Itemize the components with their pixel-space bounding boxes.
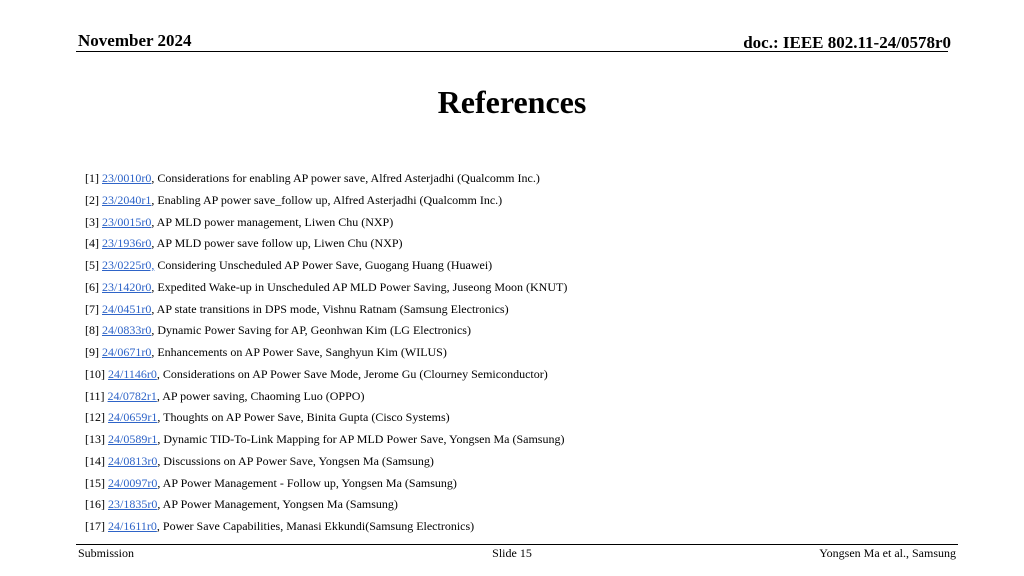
reference-number: [15] [85,475,105,490]
slide-title: References [437,84,587,120]
reference-text: , Expedited Wake-up in Unscheduled AP MLD Power Saving, Juseong Moon (KNUT) [151,279,568,294]
reference-link[interactable]: 23/1835r0 [108,497,158,512]
reference-text: , AP power saving, Chaoming Luo (OPPO) [156,388,365,403]
reference-number: [1] [85,171,99,185]
reference-item-10 [85,366,567,388]
reference-number: [17] [85,519,105,533]
reference-number: [14] [85,453,105,468]
reference-item-5 [85,257,567,279]
reference-item-15 [85,475,567,497]
footer-slide-number: Slide 15 [492,546,532,560]
reference-link[interactable]: 24/1611r0 [108,519,157,533]
reference-text: , Enhancements on AP Power Save, Sanghyun Kim (WILUS) [151,345,447,359]
reference-link[interactable]: 24/0097r0 [108,475,158,490]
reference-link[interactable]: 24/0833r0 [102,323,152,338]
reference-link[interactable]: 24/0782r1 [107,388,157,403]
footer-divider [76,544,958,545]
reference-link[interactable]: 24/0589r1 [108,432,158,446]
footer-submission: Submission [78,546,135,560]
reference-text: , AP Power Management - Follow up, Yongsen Ma (Samsung) [157,475,457,490]
reference-text: , Dynamic Power Saving for AP, Geonhwan Kim (LG Electronics) [151,323,471,338]
reference-number: [3] [85,214,99,229]
reference-link[interactable]: 23/0010r0 [102,171,152,185]
reference-item-6 [85,279,567,301]
reference-item-11 [85,388,567,410]
reference-text: , Considerations on AP Power Save Mode, Jerome Gu (Clourney Semiconductor) [156,366,548,381]
reference-number: [5] [85,258,99,272]
reference-item-7 [85,301,567,323]
reference-text: , AP MLD power save follow up, Liwen Chu (NXP) [151,236,403,251]
reference-number: [4] [85,236,99,251]
reference-item-12 [85,409,567,431]
reference-link[interactable]: 23/2040r1 [102,192,152,207]
reference-item-9 [85,344,567,366]
reference-link[interactable]: 23/1936r0 [102,236,152,251]
reference-link[interactable]: 23/0015r0 [102,214,152,229]
reference-number: [9] [85,345,99,359]
reference-link[interactable]: 24/1146r0 [108,366,157,381]
reference-item-4 [85,235,567,257]
reference-number: [11] [85,388,105,403]
reference-text: , Dynamic TID-To-Link Mapping for AP MLD Power Save, Yongsen Ma (Samsung) [157,432,565,446]
reference-link[interactable]: 23/1420r0 [102,279,152,294]
reference-list [85,170,567,540]
reference-number: [12] [85,410,105,425]
reference-item-14 [85,453,567,475]
reference-item-13 [85,431,567,453]
reference-item-8 [85,322,567,344]
reference-text: , Discussions on AP Power Save, Yongsen Ma (Samsung) [157,453,434,468]
reference-text: , AP state transitions in DPS mode, Vishnu Ratnam (Samsung Electronics) [151,301,509,316]
reference-number: [2] [85,192,99,207]
reference-text: , Enabling AP power save_follow up, Alfred Asterjadhi (Qualcomm Inc.) [151,192,503,207]
header-date: November 2024 [78,31,192,50]
reference-text: Considering Unscheduled AP Power Save, Guogang Huang (Huawei) [154,258,493,272]
reference-number: [10] [85,366,105,381]
reference-text: , AP Power Management, Yongsen Ma (Samsung) [157,497,398,512]
reference-number: [7] [85,301,99,316]
reference-link[interactable]: 24/0659r1 [108,410,158,425]
reference-number: [13] [85,432,105,446]
reference-link[interactable]: 23/0225r0, [102,258,155,272]
reference-number: [8] [85,323,99,338]
reference-number: [16] [85,497,105,512]
reference-text: , Power Save Capabilities, Manasi Ekkundi(Samsung Electronics) [156,519,475,533]
reference-item-2 [85,192,567,214]
reference-text: , Considerations for enabling AP power save, Alfred Asterjadhi (Qualcomm Inc.) [151,171,540,185]
reference-item-17 [85,518,567,540]
reference-text: , Thoughts on AP Power Save, Binita Gupta (Cisco Systems) [157,410,450,425]
header-divider [76,51,948,52]
footer-authors: Yongsen Ma et al., Samsung [819,546,956,560]
header-doc-id: doc.: IEEE 802.11-24/0578r0 [743,33,951,52]
reference-text: , AP MLD power management, Liwen Chu (NXP) [151,214,394,229]
reference-item-16 [85,496,567,518]
reference-item-1 [85,170,567,192]
reference-link[interactable]: 24/0671r0 [102,345,152,359]
reference-link[interactable]: 24/0813r0 [108,453,158,468]
reference-link[interactable]: 24/0451r0 [102,301,152,316]
reference-number: [6] [85,279,99,294]
reference-item-3 [85,214,567,236]
